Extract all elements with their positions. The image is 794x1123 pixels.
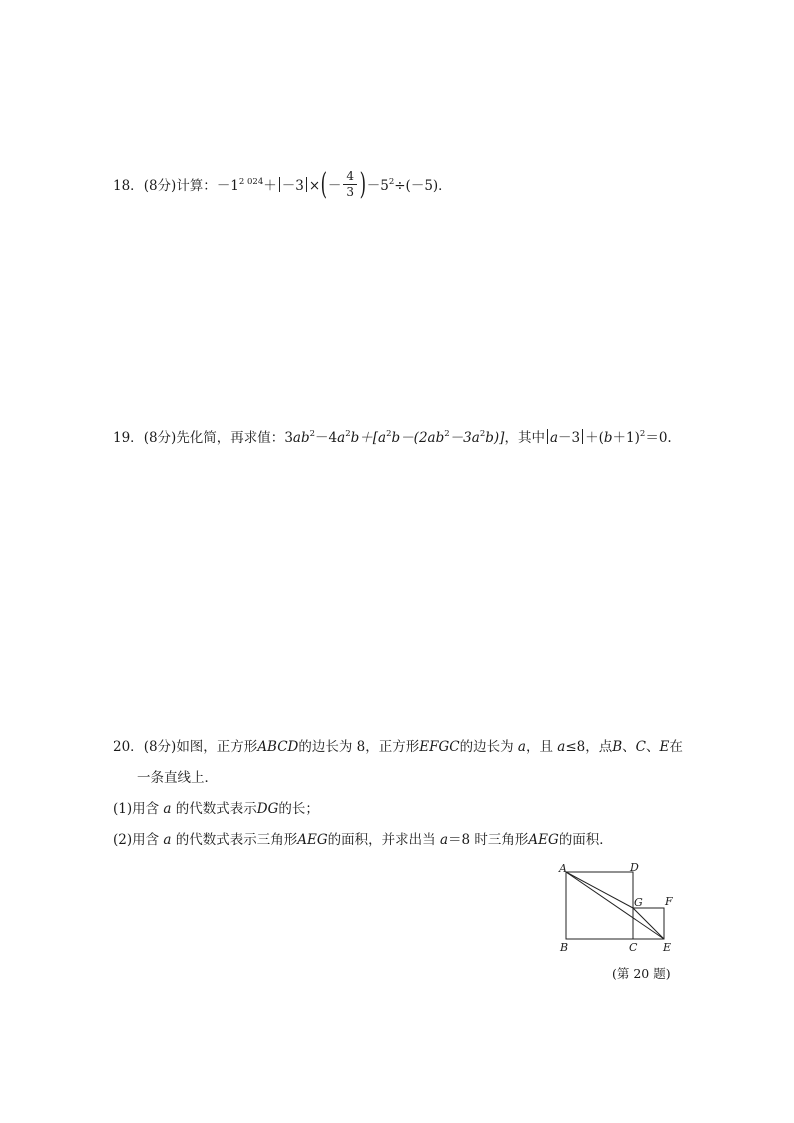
q20-text: 一条直线上．	[137, 770, 218, 786]
expr-exp: 2	[309, 429, 316, 439]
segment-ag	[566, 872, 633, 908]
label-c: C	[629, 941, 638, 954]
expr-part: ＋(	[585, 430, 604, 446]
question-20-part-1	[113, 799, 319, 819]
q18-plus: ＋	[263, 178, 277, 194]
q18-term: －1	[216, 178, 239, 194]
q20-triangle-aeg: AEG	[528, 832, 559, 848]
abs-bar-left	[279, 177, 280, 192]
expr-exp: 2	[479, 429, 486, 439]
question-20-line-2	[137, 768, 218, 788]
abs-bar-right	[306, 177, 307, 192]
q18-abs-value: －3	[281, 178, 304, 194]
q20-var: a	[517, 739, 526, 755]
q20-score: (8分)	[143, 739, 177, 755]
q20-part2-text: 的面积．	[558, 832, 613, 848]
abs-bar-right	[582, 429, 583, 444]
label-d: D	[630, 861, 639, 874]
segment-ae	[566, 872, 664, 939]
q20-var: a	[439, 832, 449, 848]
fraction-denominator: 3	[346, 185, 355, 199]
q18-minus-term: －5	[366, 178, 389, 194]
expr-exp: 2	[639, 429, 646, 439]
q20-part1-text: 的长；	[278, 801, 319, 817]
expr-var: a	[337, 430, 346, 446]
square-abcd	[566, 872, 633, 939]
label-g: G	[634, 896, 643, 909]
expr-part: －4	[315, 430, 338, 446]
q18-number: 18．	[113, 178, 144, 194]
expr-var: b	[603, 430, 613, 446]
q20-square-efgc: EFGC	[419, 739, 460, 755]
expr-part: )]	[493, 430, 505, 446]
expr-exp: 2	[386, 429, 392, 439]
q19-score: (8分)	[143, 430, 177, 446]
expr-part: －3	[558, 430, 581, 446]
q20-point: E	[659, 739, 670, 755]
abs-bar-left	[547, 429, 548, 444]
question-20-line-1	[113, 737, 683, 757]
paren-right: )	[359, 167, 367, 202]
q20-square-abcd: ABCD	[257, 739, 299, 755]
q20-var: a	[557, 739, 566, 755]
figure-caption: (第 20 题)	[612, 966, 671, 981]
q20-point: C	[635, 739, 647, 755]
paren-left: (	[320, 167, 328, 202]
label-f: F	[665, 895, 673, 908]
segment-ge	[633, 908, 664, 939]
q20-sep: 、	[646, 739, 660, 755]
q20-text: ，且	[525, 739, 553, 755]
q20-part2-text: (2)用含	[113, 832, 160, 848]
q19-number: 19．	[113, 430, 144, 446]
q20-text: 在	[669, 739, 683, 755]
expr-text: ，其中	[504, 430, 545, 446]
q20-point: B	[612, 739, 623, 755]
expr-var: a	[471, 430, 480, 446]
expr-var: b	[391, 430, 401, 446]
fraction-numerator: 4	[343, 169, 357, 185]
q18-square: 2	[388, 177, 395, 187]
q18-neg-sign: －	[327, 178, 342, 194]
q20-text: 的边长为 8，正方形	[298, 739, 420, 755]
label-e: E	[663, 941, 672, 954]
expr-var: b	[350, 430, 360, 446]
q20-part1-text: (1)用含	[113, 801, 160, 817]
expr-part: －(2	[400, 430, 428, 446]
q18-score: (8分)	[143, 178, 177, 194]
q20-part1-text: 的代数式表示	[175, 801, 257, 817]
question-20-part-2	[113, 830, 613, 850]
q20-part2-text: 的代数式表示三角形	[175, 832, 298, 848]
q20-var: a	[163, 832, 172, 848]
expr-var: b	[485, 430, 494, 446]
q20-segment-dg: DG	[256, 801, 279, 817]
q20-part2-text: ＝8 时三角形	[448, 832, 529, 848]
q20-triangle-aeg: AEG	[297, 832, 328, 848]
question-18	[113, 167, 452, 202]
expr-exp: 2	[345, 429, 351, 439]
label-b: B	[560, 941, 569, 954]
q20-text: 的边长为	[459, 739, 514, 755]
expr-part: ＋1)	[612, 430, 640, 446]
expr-var: a	[378, 430, 387, 446]
q20-text: ≤8，点	[565, 739, 613, 755]
expr-part: ＝0.	[645, 430, 672, 446]
expr-part: 3	[284, 430, 293, 446]
q20-text: 如图，正方形	[176, 739, 258, 755]
expr-var: ab	[427, 430, 445, 446]
expr-exp: 2	[444, 429, 450, 439]
geometry-figure	[556, 858, 686, 958]
label-a: A	[559, 862, 567, 875]
q20-sep: 、	[622, 739, 636, 755]
question-19	[113, 424, 672, 448]
expr-var: a	[549, 430, 559, 446]
q18-times: ×	[308, 178, 321, 194]
q19-label: 先化简，再求值：	[176, 430, 285, 446]
fraction	[343, 169, 357, 200]
expr-var: ab	[292, 430, 310, 446]
q20-number: 20．	[113, 739, 144, 755]
expr-part: ＋[	[359, 430, 379, 446]
q18-exponent: 2 024	[238, 177, 264, 187]
expr-part: －3	[449, 430, 472, 446]
q20-var: a	[163, 801, 172, 817]
q18-label: 计算：	[176, 178, 217, 194]
q20-part2-text: 的面积，并求出当	[327, 832, 436, 848]
q18-divide: ÷(－5)．	[394, 178, 452, 194]
